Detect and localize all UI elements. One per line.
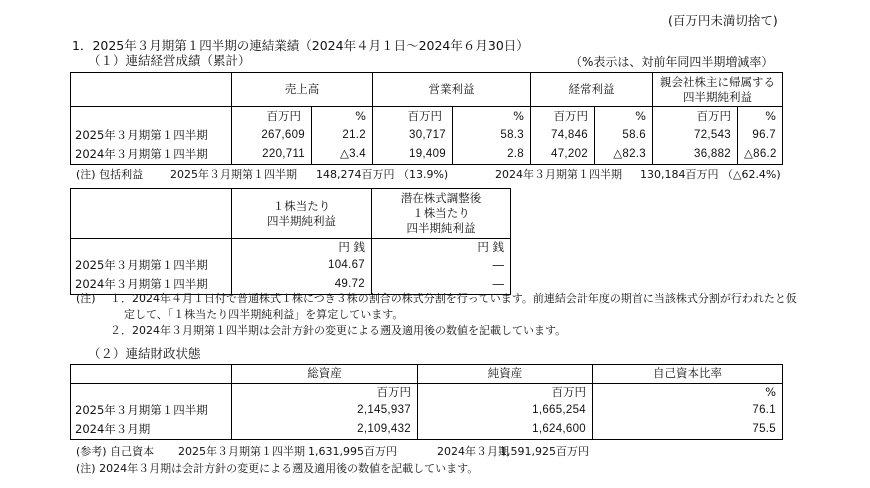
col-header-net-income bbox=[653, 73, 783, 107]
cell-operating-income-pct: 58.3 bbox=[453, 127, 531, 146]
section-title: 1．2025年３月期第１四半期の連結業績（2024年４月１日～2024年６月30日） bbox=[72, 38, 529, 53]
row-period: 2024年３月期第１四半期 bbox=[71, 146, 232, 165]
row-period: 2025年３月期第１四半期 bbox=[71, 127, 232, 146]
unit-op-pct: % bbox=[453, 107, 531, 127]
unit-diluted-eps: 円 銭 bbox=[372, 239, 511, 257]
col-header-diluted-eps-line2: １株当たり bbox=[412, 206, 470, 220]
unit-eps: 円 銭 bbox=[232, 239, 372, 257]
cell-ordinary-income: 74,846 bbox=[531, 127, 595, 146]
unit-row-label bbox=[71, 384, 232, 402]
cell-net-income: 72,543 bbox=[653, 127, 738, 146]
cell-equity-ratio: 76.1 bbox=[593, 402, 783, 421]
unit-equity-ratio: % bbox=[593, 384, 783, 402]
row-period: 2025年３月期第１四半期 bbox=[71, 402, 232, 421]
pct-note: （%表示は、対前年同四半期増減率） bbox=[570, 55, 774, 69]
cell-ordinary-income-pct: △82.3 bbox=[595, 146, 653, 165]
comprehensive-income-prior-value: 130,184百万円 （△62.4%) bbox=[640, 168, 781, 181]
unit-op-amount: 百万円 bbox=[373, 107, 453, 127]
col-header-operating-income: 営業利益 bbox=[373, 73, 531, 107]
equity-reference-prefix: (参考) 自己資本 bbox=[76, 445, 155, 458]
table-row bbox=[71, 402, 783, 421]
unit-sales-pct: % bbox=[312, 107, 373, 127]
cell-ordinary-income: 47,202 bbox=[531, 146, 595, 165]
eps-note-2: ２．2024年３月期第１四半期は会計方針の変更による遡及適用後の数値を記載しています。 bbox=[110, 324, 567, 337]
cell-total-assets: 2,109,432 bbox=[232, 421, 418, 440]
fp-unit-row bbox=[71, 384, 783, 402]
col-header-eps bbox=[232, 189, 372, 239]
cell-diluted-eps: ― bbox=[372, 276, 511, 295]
unit-net-assets: 百万円 bbox=[418, 384, 593, 402]
cell-sales-pct: △3.4 bbox=[312, 146, 373, 165]
eps-note-1-line1: １．2024年４月１日付で普通株式１株につき３株の割合の株式分割を行っています。前連結会計年度の期首に当該株式分割が行われたと仮 bbox=[110, 292, 797, 305]
col-header-eps-line2: 四半期純利益 bbox=[267, 213, 336, 228]
col-header-net-income-line2: 四半期純利益 bbox=[683, 89, 752, 104]
table-row bbox=[71, 127, 783, 146]
cell-operating-income-pct: 2.8 bbox=[453, 146, 531, 165]
col-header-diluted-eps-line1: 潜在株式調整後 bbox=[400, 191, 482, 205]
comprehensive-income-prefix: (注) 包括利益 bbox=[76, 168, 144, 181]
cell-equity-ratio: 75.5 bbox=[593, 421, 783, 440]
table-row bbox=[71, 421, 783, 440]
unit-ord-pct: % bbox=[595, 107, 653, 127]
equity-reference-current-label: 2025年３月期第１四半期 bbox=[178, 445, 305, 458]
financial-position-note: (注) 2024年３月期は会計方針の変更による遡及適用後の数値を記載しています。 bbox=[76, 462, 479, 475]
cell-net-income-pct: △86.2 bbox=[738, 146, 783, 165]
financial-position-table bbox=[70, 364, 783, 440]
equity-reference-current-value: 1,631,995百万円 bbox=[308, 445, 397, 458]
comprehensive-income-current-value: 148,274百万円 （13.9%) bbox=[316, 168, 449, 181]
col-header-equity-ratio: 自己資本比率 bbox=[593, 365, 783, 384]
cell-total-assets: 2,145,937 bbox=[232, 402, 418, 421]
eps-header-row bbox=[71, 189, 511, 239]
results-unit-row bbox=[71, 107, 783, 127]
subsection-title-financial-position: （２）連結財政状態 bbox=[88, 346, 201, 361]
unit-note: (百万円未満切捨て) bbox=[668, 13, 778, 28]
unit-net-pct: % bbox=[738, 107, 783, 127]
eps-note-1-line2: 定して、「１株当たり四半期純利益」を算定しています。 bbox=[124, 308, 404, 321]
col-header-net-assets: 純資産 bbox=[418, 365, 593, 384]
cell-sales: 220,711 bbox=[232, 146, 312, 165]
col-header-sales: 売上高 bbox=[232, 73, 373, 107]
results-table bbox=[70, 72, 783, 165]
row-period: 2024年３月期第１四半期 bbox=[71, 276, 232, 295]
subsection-title-results: （１）連結経営成績（累計） bbox=[88, 53, 251, 68]
cell-net-income-pct: 96.7 bbox=[738, 127, 783, 146]
equity-reference-prior-value: 1,591,925百万円 bbox=[500, 445, 589, 458]
blank-header-cell bbox=[71, 365, 232, 384]
table-row bbox=[71, 146, 783, 165]
cell-sales: 267,609 bbox=[232, 127, 312, 146]
cell-eps: 104.67 bbox=[232, 257, 372, 276]
unit-net-amount: 百万円 bbox=[653, 107, 738, 127]
eps-notes-prefix: (注) bbox=[76, 292, 96, 305]
blank-header-cell bbox=[71, 73, 232, 107]
unit-total-assets: 百万円 bbox=[232, 384, 418, 402]
cell-eps: 49.72 bbox=[232, 276, 372, 295]
fp-header-row bbox=[71, 365, 783, 384]
row-period: 2025年３月期第１四半期 bbox=[71, 257, 232, 276]
col-header-ordinary-income: 経常利益 bbox=[531, 73, 653, 107]
eps-unit-row bbox=[71, 239, 511, 257]
unit-sales-amount: 百万円 bbox=[232, 107, 312, 127]
row-period: 2024年３月期 bbox=[71, 421, 232, 440]
col-header-eps-line1: １株当たり bbox=[272, 198, 331, 213]
cell-ordinary-income-pct: 58.6 bbox=[595, 127, 653, 146]
unit-ord-amount: 百万円 bbox=[531, 107, 595, 127]
table-row bbox=[71, 257, 511, 276]
col-header-diluted-eps-line3: 四半期純利益 bbox=[406, 221, 476, 235]
equity-reference-prior-label: 2024年３月期 bbox=[437, 445, 509, 458]
comprehensive-income-prior-label: 2024年３月期第１四半期 bbox=[495, 168, 622, 181]
unit-row-label bbox=[71, 107, 232, 127]
col-header-total-assets: 総資産 bbox=[232, 365, 418, 384]
cell-diluted-eps: ― bbox=[372, 257, 511, 276]
col-header-net-income-line1: 親会社株主に帰属する bbox=[660, 74, 775, 89]
cell-net-income: 36,882 bbox=[653, 146, 738, 165]
cell-net-assets: 1,624,600 bbox=[418, 421, 593, 440]
col-header-diluted-eps bbox=[372, 189, 511, 239]
comprehensive-income-current-label: 2025年３月期第１四半期 bbox=[170, 168, 297, 181]
cell-operating-income: 30,717 bbox=[373, 127, 453, 146]
cell-operating-income: 19,409 bbox=[373, 146, 453, 165]
cell-sales-pct: 21.2 bbox=[312, 127, 373, 146]
eps-table bbox=[70, 188, 511, 295]
results-header-row bbox=[71, 73, 783, 107]
blank-header-cell bbox=[71, 189, 232, 239]
cell-net-assets: 1,665,254 bbox=[418, 402, 593, 421]
unit-row-label bbox=[71, 239, 232, 257]
